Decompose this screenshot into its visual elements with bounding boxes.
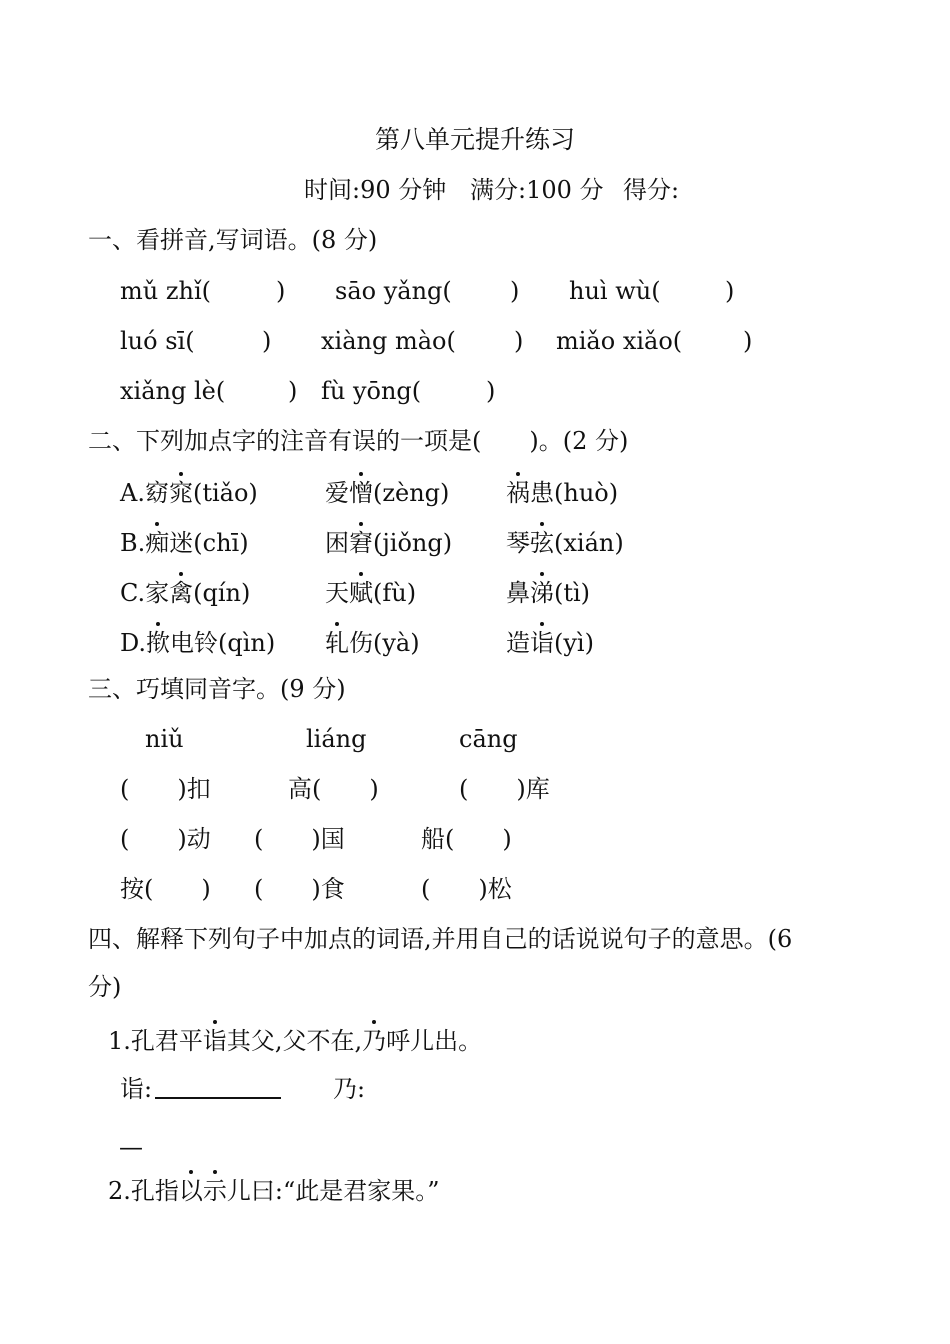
emphasis-char: 以	[178, 1177, 203, 1205]
q4-sentence-1: 1.孔君平诣其父,父不在,乃呼儿出。	[108, 1027, 483, 1055]
q4-heading: 四、解释下列句子中加点的词语,并用自己的话说说句子的意思。(6	[88, 925, 793, 953]
answer-blank-yi[interactable]	[155, 1097, 281, 1099]
q3-pinyin: cāng	[459, 725, 518, 753]
q1-close-paren: )	[486, 377, 496, 405]
q1-item: mǔ zhǐ(	[120, 277, 211, 305]
q2-option: 祸患(huò)	[506, 479, 619, 507]
q2-option: 爱憎(zèng)	[325, 479, 450, 507]
emphasis-char: 诣	[530, 629, 554, 657]
full-score: 满分:100 分	[470, 176, 604, 204]
q4-sentence-2: 2.孔指以示儿曰:“此是君家果。”	[108, 1177, 440, 1205]
q3-blank: ( )松	[421, 875, 512, 903]
q2-option: D.揿电铃(qìn)	[120, 629, 276, 657]
q1-item: xiàng mào(	[321, 327, 456, 355]
emphasis-char: 乃	[362, 1027, 387, 1055]
q2-option: 造诣(yì)	[506, 629, 594, 657]
time-limit: 时间:90 分钟	[304, 176, 447, 204]
q2-option: 轧伤(yà)	[325, 629, 420, 657]
emphasis-char: 诣	[202, 1027, 227, 1055]
q4-heading-cont: 分)	[88, 973, 122, 1001]
q1-close-paren: )	[510, 277, 520, 305]
q1-close-paren: )	[725, 277, 735, 305]
q3-blank: 高( )	[288, 775, 379, 803]
emphasis-char: 窕	[168, 479, 193, 507]
q1-item: fù yōng(	[321, 377, 422, 405]
score-label: 得分:	[623, 176, 680, 204]
q3-blank: ( )库	[459, 775, 550, 803]
q2-option: B.痴迷(chī)	[120, 529, 249, 557]
emphasis-char: 窘	[349, 529, 373, 557]
q2-option: 天赋(fù)	[325, 579, 417, 607]
q1-close-paren: )	[288, 377, 298, 405]
emphasis-char: 示	[202, 1177, 227, 1205]
emphasis-char: 痴	[145, 529, 170, 557]
emphasis-char: 揿	[146, 629, 171, 657]
q3-blank: ( )食	[254, 875, 345, 903]
q3-blank: ( )动	[120, 825, 211, 853]
q3-heading: 三、巧填同音字。(9 分)	[88, 675, 346, 703]
q2-option: 困窘(jiǒng)	[325, 529, 453, 557]
answer-label-yi: 诣:	[120, 1075, 153, 1103]
q2-option: 琴弦(xián)	[506, 529, 624, 557]
q1-heading: 一、看拼音,写词语。(8 分)	[88, 226, 378, 254]
emphasis-char: 涕	[530, 579, 554, 607]
q3-blank: ( )国	[254, 825, 345, 853]
q1-item: luó sī(	[120, 327, 195, 355]
q3-blank: 按( )	[120, 875, 211, 903]
q3-pinyin: niǔ	[145, 725, 184, 753]
q1-close-paren: )	[743, 327, 753, 355]
q1-close-paren: )	[262, 327, 272, 355]
q2-heading: 二、下列加点字的注音有误的一项是( )。(2 分)	[88, 427, 629, 455]
q3-blank: ( )扣	[120, 775, 211, 803]
page-title: 第八单元提升练习	[374, 125, 575, 154]
q1-item: sāo yǎng(	[335, 277, 452, 305]
q2-option: A.窈窕(tiǎo)	[120, 479, 258, 507]
answer-label-nai: 乃:	[333, 1075, 366, 1103]
emphasis-char: 祸	[506, 479, 530, 507]
emphasis-char: 赋	[349, 579, 373, 607]
emphasis-char: 弦	[530, 529, 554, 557]
q1-close-paren: )	[276, 277, 286, 305]
q1-item: miǎo xiǎo(	[556, 327, 683, 355]
emphasis-char: 禽	[169, 579, 194, 607]
answer-dash: —	[119, 1133, 143, 1161]
q2-option: C.家禽(qín)	[120, 579, 251, 607]
emphasis-char: 轧	[325, 629, 349, 657]
q2-option: 鼻涕(tì)	[506, 579, 591, 607]
q1-item: xiǎng lè(	[120, 377, 226, 405]
q3-pinyin: liáng	[306, 725, 367, 753]
q1-item: huì wù(	[569, 277, 661, 305]
emphasis-char: 憎	[349, 479, 373, 507]
q3-blank: 船( )	[421, 825, 512, 853]
q1-close-paren: )	[514, 327, 524, 355]
